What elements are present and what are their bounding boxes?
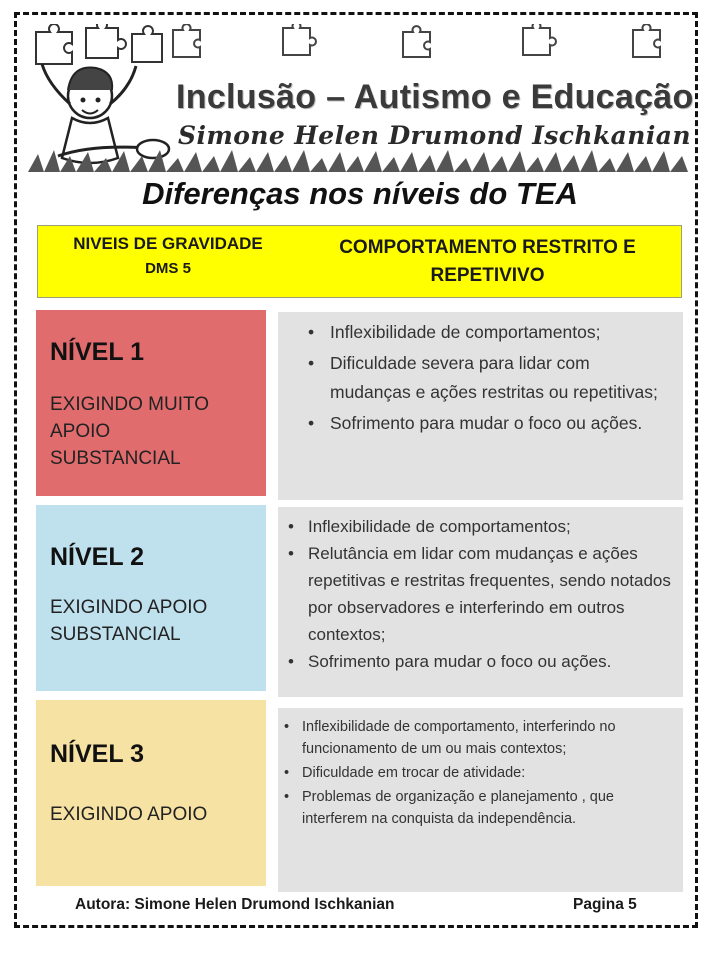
severity-heading-line1: NIVEIS DE GRAVIDADE xyxy=(73,234,263,253)
behavior-heading-line1: COMPORTAMENTO RESTRITO E xyxy=(339,237,636,258)
page-number: Pagina 5 xyxy=(573,896,637,913)
level-2-box xyxy=(36,505,266,691)
list-item: • Dificuldade severa para lidar com mudanças e ações restritas ou repetitivas; xyxy=(330,349,675,407)
list-item: • Problemas de organização e planejamento , que interferem na conquista da independência. xyxy=(302,786,677,830)
severity-heading-line2: DMS 5 xyxy=(145,260,191,277)
level-1-behaviors xyxy=(278,312,683,500)
list-item: • Sofrimento para mudar o foco ou ações. xyxy=(330,409,675,438)
grass-border-icon xyxy=(28,146,688,174)
footer-author: Autora: Simone Helen Drumond Ischkanian xyxy=(75,896,395,913)
level-1-desc-line: SUBSTANCIAL xyxy=(50,448,181,469)
table-header-banner xyxy=(37,225,682,298)
list-item: • Inflexibilidade de comportamento, interferindo no funcionamento de um ou mais contextos; xyxy=(302,716,677,760)
level-1-desc-line: APOIO xyxy=(50,421,111,442)
level-2-desc-line: EXIGINDO APOIO xyxy=(50,597,208,618)
list-item: • Inflexibilidade de comportamentos; xyxy=(330,318,675,347)
list-item: • Relutância em lidar com mudanças e ações repetitivas e restritas frequentes, sendo notados por observadores e interferindo em outros contextos; xyxy=(308,540,677,648)
level-1-title: NÍVEL 1 xyxy=(50,338,145,366)
list-item: • Inflexibilidade de comportamentos; xyxy=(308,513,677,540)
level-2-title: NÍVEL 2 xyxy=(50,543,145,571)
puzzle-pieces-icon xyxy=(153,24,713,64)
level-3-desc-line: EXIGINDO APOIO xyxy=(50,804,208,825)
level-3-title: NÍVEL 3 xyxy=(50,740,145,768)
list-item: • Sofrimento para mudar o foco ou ações. xyxy=(308,648,677,675)
level-2-desc-line: SUBSTANCIAL xyxy=(50,624,181,645)
level-3-behaviors xyxy=(278,708,683,892)
list-item: • Dificuldade em trocar de atividade: xyxy=(302,762,677,784)
header-title: Inclusão – Autismo e Educação xyxy=(176,78,694,116)
header-banner xyxy=(28,24,694,174)
behavior-heading-line2: REPETIVIVO xyxy=(430,265,545,286)
behavior-heading xyxy=(300,234,675,290)
severity-heading xyxy=(48,234,288,277)
header-subtitle: Simone Helen Drumond Ischkanian xyxy=(178,121,691,150)
level-1-box xyxy=(36,310,266,496)
level-2-behaviors xyxy=(278,507,683,697)
level-1-desc-line: EXIGINDO MUITO xyxy=(50,394,210,415)
main-title: Diferenças nos níveis do TEA xyxy=(142,176,578,211)
level-3-box xyxy=(36,700,266,886)
